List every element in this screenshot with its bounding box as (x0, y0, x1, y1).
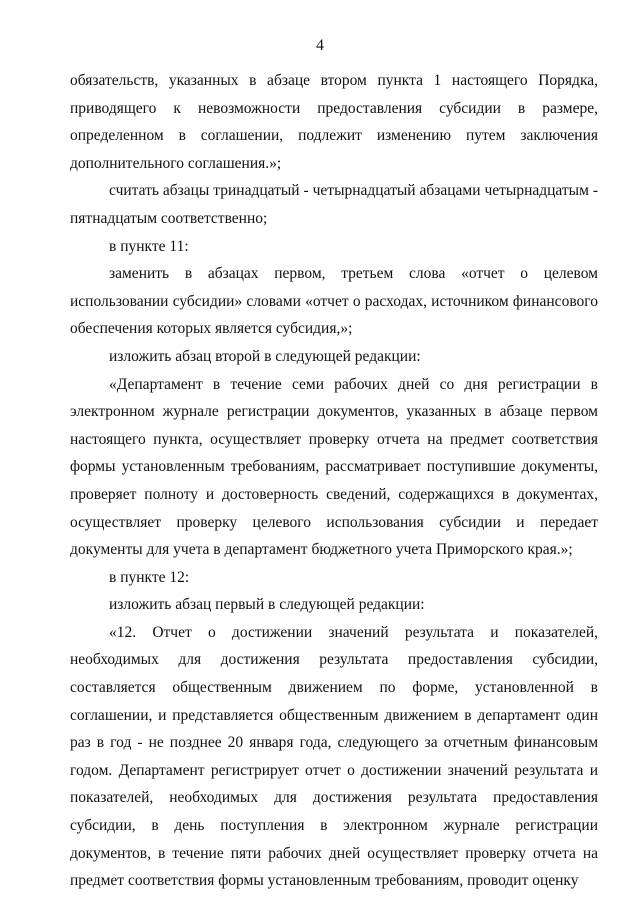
paragraph-restate-second: изложить абзац второй в следующей редакции: (109, 347, 421, 365)
paragraph-renumber-clauses: считать абзацы тринадцатый - четырнадцатый абзацами четырнадцатым - пятнадцатым соответственно; (70, 182, 598, 227)
document-body (70, 67, 598, 895)
paragraph-clause-12-text: «12. Отчет о достижении значений результата и показателей, необходимых для достижения результата предоставления субсидии, составляется общественным движением по форме, установленной в соглашении, и представляется общественным движением в департамент один раз в год - не позднее 20 января года, следующего за отчетным финансовым годом. Департамент регистрирует отчет о достижении значений результата и показателей, необходимых для достижения результата предоставления субсидии, в день поступления в электронном журнале регистрации документов, в течение пяти рабочих дней осуществляет проверку отчета на предмет соответствия формы установленным требованиям, проводит оценку (70, 623, 598, 890)
paragraph-replace-words: заменить в абзацах первом, третьем слова «отчет о целевом использовании субсидии» словами «отчет о расходах, источником финансового обеспечения которых является субсидия,»; (70, 265, 598, 338)
paragraph-continuation: обязательств, указанных в абзаце втором пункта 1 настоящего Порядка, приводящего к невозможности предоставления субсидии в размере, определенном в соглашении, подлежит изменению путем заключения дополнительного соглашения.»; (70, 72, 598, 172)
paragraph-restate-first: изложить абзац первый в следующей редакции: (109, 596, 425, 614)
page-number: 4 (316, 37, 324, 54)
paragraph-clause-11-heading: в пункте 11: (109, 237, 189, 255)
paragraph-clause-12-heading: в пункте 12: (109, 568, 190, 586)
paragraph-department-review: «Департамент в течение семи рабочих дней со дня регистрации в электронном журнале регистрации документов, указанных в абзаце первом настоящего пункта, осуществляет проверку отчета на предмет соответствия формы установленным требованиям, рассматривает поступившие документы, проверяет полноту и достоверность сведений, содержащихся в документах, осуществляет проверку целевого использования субсидии и передает документы для учета в департамент бюджетного учета Приморского края.»; (70, 375, 598, 559)
